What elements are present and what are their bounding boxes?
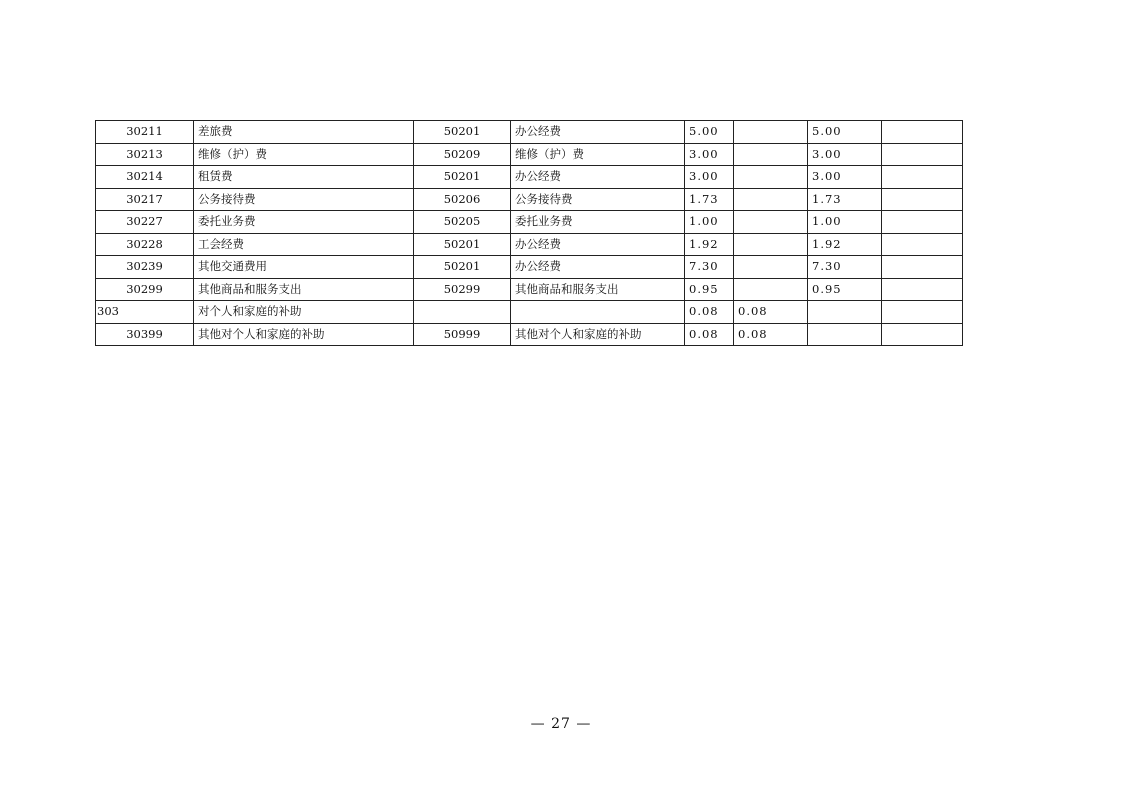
table-row <box>96 256 963 279</box>
gov-code-cell: 50201 <box>414 233 511 256</box>
gov-code-cell: 50206 <box>414 188 511 211</box>
basic-cell <box>734 188 808 211</box>
total-cell: 0.95 <box>685 278 734 301</box>
econ-name-cell: 委托业务费 <box>194 211 414 234</box>
other-cell <box>882 323 963 346</box>
econ-name-cell: 公务接待费 <box>194 188 414 211</box>
other-cell <box>882 166 963 189</box>
table-row <box>96 211 963 234</box>
other-cell <box>882 121 963 144</box>
gov-name-cell: 其他商品和服务支出 <box>511 278 685 301</box>
econ-code-cell: 30213 <box>96 143 194 166</box>
basic-cell: 0.08 <box>734 301 808 324</box>
gov-name-cell <box>511 301 685 324</box>
basic-cell <box>734 256 808 279</box>
table-row <box>96 323 963 346</box>
econ-code-cell: 30211 <box>96 121 194 144</box>
other-cell <box>882 233 963 256</box>
basic-cell <box>734 211 808 234</box>
total-cell: 1.00 <box>685 211 734 234</box>
econ-name-cell: 维修（护）费 <box>194 143 414 166</box>
project-cell: 1.73 <box>808 188 882 211</box>
gov-code-cell: 50209 <box>414 143 511 166</box>
total-cell: 7.30 <box>685 256 734 279</box>
other-cell <box>882 301 963 324</box>
table-row <box>96 278 963 301</box>
basic-cell <box>734 166 808 189</box>
econ-code-cell: 30217 <box>96 188 194 211</box>
total-cell: 3.00 <box>685 166 734 189</box>
gov-code-cell: 50201 <box>414 121 511 144</box>
gov-name-cell: 办公经费 <box>511 166 685 189</box>
gov-name-cell: 其他对个人和家庭的补助 <box>511 323 685 346</box>
econ-name-cell: 工会经费 <box>194 233 414 256</box>
project-cell: 3.00 <box>808 166 882 189</box>
table-row <box>96 166 963 189</box>
table-row <box>96 301 963 324</box>
gov-code-cell: 50205 <box>414 211 511 234</box>
total-cell: 5.00 <box>685 121 734 144</box>
table-row <box>96 143 963 166</box>
gov-name-cell: 委托业务费 <box>511 211 685 234</box>
gov-code-cell <box>414 301 511 324</box>
other-cell <box>882 278 963 301</box>
other-cell <box>882 188 963 211</box>
project-cell <box>808 301 882 324</box>
econ-code-cell: 30239 <box>96 256 194 279</box>
basic-cell: 0.08 <box>734 323 808 346</box>
econ-name-cell: 其他商品和服务支出 <box>194 278 414 301</box>
other-cell <box>882 211 963 234</box>
basic-cell <box>734 143 808 166</box>
econ-name-cell: 差旅费 <box>194 121 414 144</box>
project-cell: 0.95 <box>808 278 882 301</box>
econ-code-cell: 30399 <box>96 323 194 346</box>
gov-name-cell: 办公经费 <box>511 233 685 256</box>
total-cell: 1.92 <box>685 233 734 256</box>
basic-cell <box>734 278 808 301</box>
econ-code-cell: 30299 <box>96 278 194 301</box>
econ-code-cell: 30227 <box>96 211 194 234</box>
gov-name-cell: 办公经费 <box>511 256 685 279</box>
econ-code-cell: 303 <box>96 301 194 324</box>
basic-cell <box>734 233 808 256</box>
econ-name-cell: 租赁费 <box>194 166 414 189</box>
econ-code-cell: 30214 <box>96 166 194 189</box>
project-cell: 1.00 <box>808 211 882 234</box>
other-cell <box>882 256 963 279</box>
gov-code-cell: 50999 <box>414 323 511 346</box>
project-cell: 7.30 <box>808 256 882 279</box>
gov-code-cell: 50201 <box>414 166 511 189</box>
table-row <box>96 121 963 144</box>
budget-table <box>95 120 963 346</box>
econ-name-cell: 对个人和家庭的补助 <box>194 301 414 324</box>
econ-name-cell: 其他对个人和家庭的补助 <box>194 323 414 346</box>
project-cell: 1.92 <box>808 233 882 256</box>
total-cell: 3.00 <box>685 143 734 166</box>
total-cell: 0.08 <box>685 301 734 324</box>
total-cell: 1.73 <box>685 188 734 211</box>
project-cell: 3.00 <box>808 143 882 166</box>
other-cell <box>882 143 963 166</box>
project-cell: 5.00 <box>808 121 882 144</box>
gov-code-cell: 50299 <box>414 278 511 301</box>
gov-name-cell: 公务接待费 <box>511 188 685 211</box>
basic-cell <box>734 121 808 144</box>
page-number: — 27 — <box>530 716 592 732</box>
gov-name-cell: 维修（护）费 <box>511 143 685 166</box>
econ-code-cell: 30228 <box>96 233 194 256</box>
table-row <box>96 233 963 256</box>
econ-name-cell: 其他交通费用 <box>194 256 414 279</box>
table-row <box>96 188 963 211</box>
gov-code-cell: 50201 <box>414 256 511 279</box>
total-cell: 0.08 <box>685 323 734 346</box>
gov-name-cell: 办公经费 <box>511 121 685 144</box>
project-cell <box>808 323 882 346</box>
